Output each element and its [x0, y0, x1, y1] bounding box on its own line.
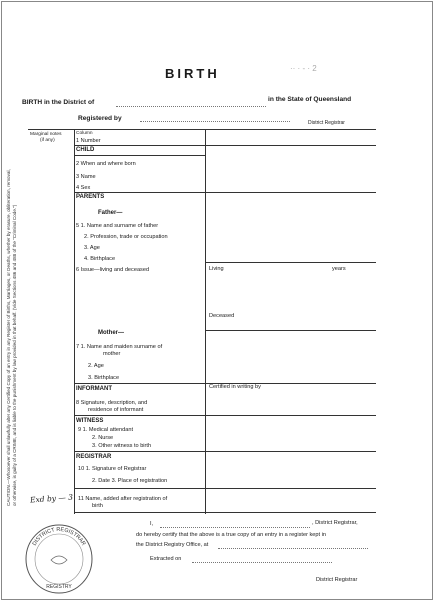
mother-name-label-cont: mother	[103, 351, 121, 357]
registration-date-place-label: 2. Date 3. Place of registration	[92, 478, 168, 484]
registrar-heading: REGISTRAR	[76, 454, 112, 460]
if-any-header: (if any)	[40, 138, 55, 143]
cert-line-2: the District Registry Office, at	[136, 542, 209, 548]
informant-signature-label: 8 Signature, description, and	[76, 400, 148, 406]
number-header: 1 Number	[76, 138, 101, 144]
sex-label: 4 Sex	[76, 185, 91, 191]
child-name-label: 3 Name	[76, 174, 96, 180]
cert-i: I,	[150, 521, 154, 527]
other-witness-label: 3. Other witness to birth	[92, 443, 152, 449]
district-registrar-label: District Registrar	[308, 120, 345, 126]
child-heading: CHILD	[76, 147, 95, 153]
reference-stamp: ·· · ‐ · 2	[290, 64, 317, 73]
form-title: BIRTH	[165, 66, 220, 81]
state-label: in the State of Queensland	[268, 96, 352, 103]
informant-heading: INFORMANT	[76, 386, 112, 392]
caution-notice: CAUTION.—Whosoever shall unlawfully alter any Certified Copy of an entry in any Register of Births, Marriages, or Deaths, whether by erasure, obliteration, removal, or otherwise, is guilty of a CRIME, and is liable to the punishment by law provided in that behalf. (Vide Sections 486 and 488 of the “Criminal Code.”)	[6, 169, 17, 506]
added-name-label-cont: birth	[92, 503, 103, 509]
father-birthplace-label: 4. Birthplace	[84, 256, 116, 262]
mother-name-label: 7 1. Name and maiden surname of	[76, 344, 163, 350]
mother-heading: Mother—	[98, 330, 124, 336]
handwritten-annotation: Exd by — 3	[29, 492, 74, 505]
informant-signature-label-cont: residence of informant	[88, 407, 144, 413]
mother-age-label: 2. Age	[88, 363, 104, 369]
seal-top-text: DISTRICT REGISTRAR	[31, 526, 87, 547]
district-label: BIRTH in the District of	[22, 99, 95, 106]
father-profession-label: 2. Profession, trade or occupation	[84, 234, 168, 240]
when-where-born-label: 2 When and where born	[76, 161, 136, 167]
father-name-label: 5 1. Name and surname of father	[76, 223, 159, 229]
cert-signature-label: District Registrar	[316, 577, 358, 583]
extracted-on-label: Extracted on	[150, 556, 182, 562]
registered-by-label: Registered by	[78, 115, 122, 122]
certified-label: Certified in writing by	[209, 384, 261, 390]
page-frame	[1, 1, 433, 600]
father-age-label: 3. Age	[84, 245, 100, 251]
medical-attendant-label: 9 1. Medical attendant	[78, 427, 134, 433]
mother-birthplace-label: 3. Birthplace	[88, 375, 120, 381]
column-header: Column	[76, 131, 93, 136]
registrar-seal	[24, 522, 94, 596]
nurse-label: 2. Nurse	[92, 435, 114, 441]
seal-bottom-text: REGISTRY	[46, 584, 72, 590]
marginal-notes-header: Marginal notes	[30, 132, 62, 137]
parents-heading: PARENTS	[76, 194, 105, 200]
crown-icon	[51, 556, 67, 564]
father-heading: Father—	[98, 210, 123, 216]
added-name-label: 11 Name, added after registration of	[78, 496, 168, 502]
cert-district-registrar: , District Registrar,	[312, 520, 358, 526]
living-label: Living	[209, 266, 224, 272]
years-label: years	[332, 266, 346, 272]
witness-heading: WITNESS	[76, 418, 104, 424]
registrar-signature-label: 10 1. Signature of Registrar	[78, 466, 147, 472]
deceased-label: Deceased	[209, 313, 235, 319]
issue-label: 6 Issue—living and deceased	[76, 267, 150, 273]
cert-line-1: do hereby certify that the above is a true copy of an entry in a register kept in	[136, 532, 326, 538]
